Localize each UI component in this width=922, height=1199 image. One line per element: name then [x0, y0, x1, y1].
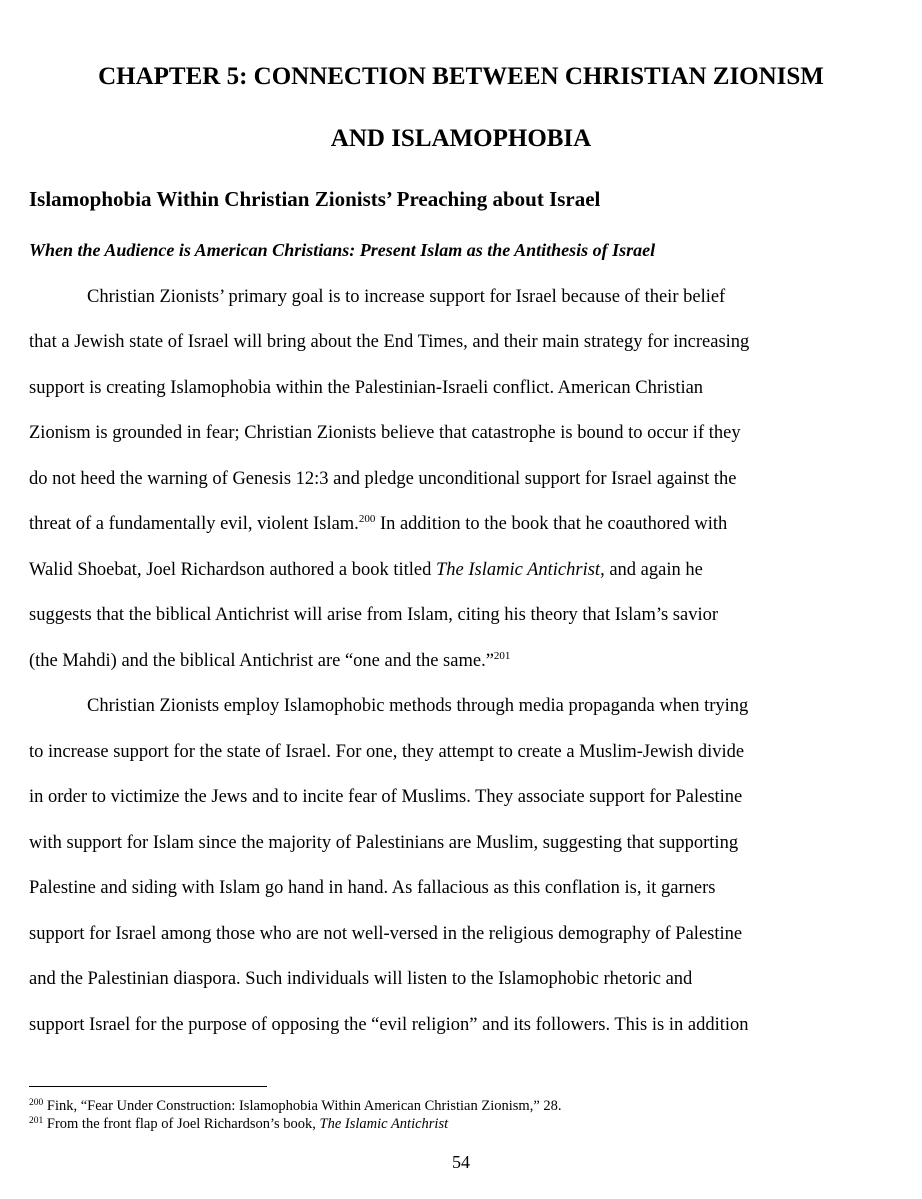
- text-segment: (the Mahdi) and the biblical Antichrist are “one and the same.”: [29, 651, 494, 671]
- text-line: do not heed the warning of Genesis 12:3 and pledge unconditional support for Israel against the: [29, 469, 737, 489]
- text-line: support for Israel among those who are not well-versed in the religious demography of Palestine: [29, 924, 743, 944]
- footnote-201: [29, 1115, 448, 1133]
- footnote-ref-201[interactable]: 201: [493, 650, 511, 662]
- footnote-separator: [29, 1086, 267, 1087]
- text-line: with support for Islam since the majority of Palestinians are Muslim, suggesting that supporting: [29, 833, 739, 853]
- book-title: The Islamic Antichrist: [435, 560, 601, 580]
- chapter-title-line-2: AND ISLAMOPHOBIA: [330, 125, 592, 152]
- text-line: [29, 557, 809, 583]
- text-line: support Israel for the purpose of opposing the “evil religion” and its followers. This is in addition: [29, 1015, 749, 1035]
- footnote-text: From the front flap of Joel Richardson’s book,: [43, 1116, 320, 1132]
- text-line: that a Jewish state of Israel will bring about the End Times, and their main strategy for increasing: [29, 332, 750, 352]
- text-segment: Walid Shoebat, Joel Richardson authored a book titled: [29, 560, 436, 580]
- text-line: to increase support for the state of Israel. For one, they attempt to create a Muslim-Jewish divide: [29, 742, 745, 762]
- footnote-number: 201: [29, 1116, 44, 1126]
- text-line: Christian Zionists employ Islamophobic methods through media propaganda when trying: [87, 696, 749, 716]
- section-heading: Islamophobia Within Christian Zionists’ Preaching about Israel: [29, 187, 601, 211]
- text-line: in order to victimize the Jews and to incite fear of Muslims. They associate support for Palestine: [29, 787, 743, 807]
- text-line: suggests that the biblical Antichrist will arise from Islam, citing his theory that Islam’s savior: [29, 605, 719, 625]
- chapter-title-line-1: CHAPTER 5: CONNECTION BETWEEN CHRISTIAN ZIONISM: [98, 63, 824, 90]
- text-line: and the Palestinian diaspora. Such individuals will listen to the Islamophobic rhetoric and: [29, 969, 693, 989]
- text-line: Zionism is grounded in fear; Christian Zionists believe that catastrophe is bound to occur if they: [29, 423, 741, 443]
- text-line: [29, 648, 809, 674]
- text-segment: threat of a fundamentally evil, violent Islam.: [29, 514, 359, 534]
- footnote-200: [29, 1097, 562, 1115]
- text-line: support is creating Islamophobia within the Palestinian-Israeli conflict. American Christian: [29, 378, 704, 398]
- text-segment: , and again he: [600, 560, 703, 580]
- text-line: Christian Zionists’ primary goal is to increase support for Israel because of their belief: [87, 287, 726, 307]
- footnote-number: 200: [29, 1098, 44, 1108]
- footnote-text: Fink, “Fear Under Construction: Islamophobia Within American Christian Zionism,” 28.: [43, 1098, 562, 1114]
- book-title: The Islamic Antichrist: [319, 1116, 449, 1132]
- text-segment: In addition to the book that he coauthored with: [375, 514, 728, 534]
- text-line: Palestine and siding with Islam go hand in hand. As fallacious as this conflation is, it garners: [29, 878, 716, 898]
- text-line: [29, 511, 809, 537]
- subsection-heading: When the Audience is American Christians: Present Islam as the Antithesis of Israel: [29, 240, 656, 260]
- page-number: 54: [452, 1152, 470, 1172]
- footnote-ref-200[interactable]: 200: [358, 513, 376, 525]
